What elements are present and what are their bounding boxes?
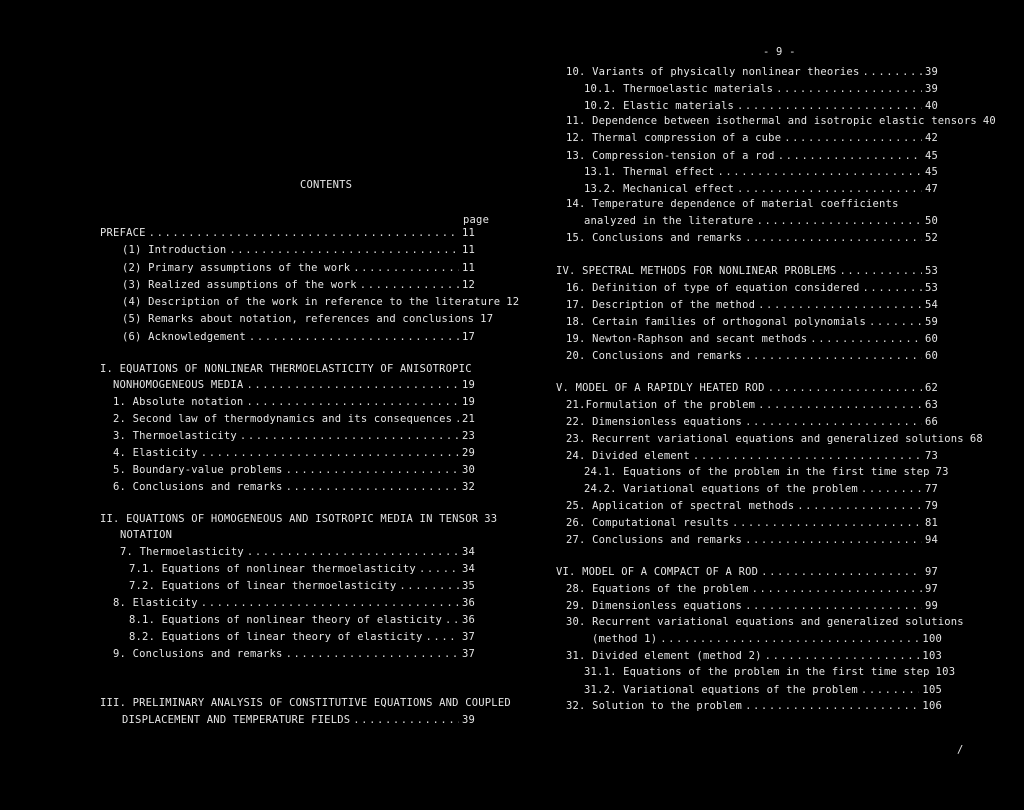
toc-label: 7. Thermoelasticity <box>120 546 244 558</box>
toc-label: 15. Conclusions and remarks <box>566 232 743 244</box>
toc-page: 12 <box>506 296 520 308</box>
toc-label: 31.1. Equations of the problem in the first time step <box>584 666 930 678</box>
toc-page: 50 <box>924 215 938 227</box>
dot-leader <box>693 450 922 462</box>
toc-label: (5) Remarks about notation, references and conclusions <box>122 313 475 325</box>
dot-leader <box>862 282 921 294</box>
toc-entry-part-2 <box>100 513 498 525</box>
toc-label: 8. Elasticity <box>113 597 198 609</box>
toc-label: V. MODEL OF A RAPIDLY HEATED ROD <box>556 382 765 394</box>
toc-entry <box>566 416 938 428</box>
toc-label: 9. Conclusions and remarks <box>113 648 283 660</box>
toc-page: 77 <box>924 483 938 495</box>
toc-entry <box>584 166 938 178</box>
toc-label: PREFACE <box>100 227 146 239</box>
toc-label: 28. Equations of the problem <box>566 583 749 595</box>
toc-entry <box>129 614 475 626</box>
toc-entry <box>129 631 475 643</box>
toc-label: 3. Thermoelasticity <box>113 430 237 442</box>
toc-entry <box>566 500 938 512</box>
toc-page: 36 <box>461 614 475 626</box>
contents-title: CONTENTS <box>300 179 353 191</box>
toc-label: NONHOMOGENEOUS MEDIA <box>113 379 244 391</box>
toc-page: 34 <box>461 563 475 575</box>
toc-label: 31.2. Variational equations of the problem <box>584 684 858 696</box>
toc-label: 20. Conclusions and remarks <box>566 350 743 362</box>
toc-entry <box>122 279 475 291</box>
dot-leader <box>758 299 922 311</box>
toc-page: 66 <box>924 416 938 428</box>
toc-entry <box>113 396 475 408</box>
toc-label: 29. Dimensionless equations <box>566 600 743 612</box>
dot-leader <box>757 215 922 227</box>
dot-leader <box>745 600 922 612</box>
dot-leader <box>752 583 922 595</box>
toc-page: 45 <box>924 150 938 162</box>
toc-label: 19. Newton-Raphson and secant methods <box>566 333 808 345</box>
toc-entry <box>100 227 475 239</box>
toc-label: 31. Divided element (method 2) <box>566 650 762 662</box>
dot-leader <box>201 597 459 609</box>
toc-page: 37 <box>461 631 475 643</box>
dot-leader <box>761 566 922 578</box>
toc-page: 100 <box>922 633 942 645</box>
toc-entry <box>566 399 938 411</box>
toc-entry <box>113 413 475 425</box>
toc-entry <box>566 115 996 127</box>
toc-entry <box>113 464 475 476</box>
toc-label: 16. Definition of type of equation considered <box>566 282 860 294</box>
toc-page: 54 <box>924 299 938 311</box>
toc-page: 45 <box>924 166 938 178</box>
toc-page: 11 <box>461 244 475 256</box>
dot-leader <box>149 227 459 239</box>
toc-page: 11 <box>461 262 475 274</box>
toc-label: (4) Description of the work in reference to the literature <box>122 296 501 308</box>
dot-leader <box>745 700 919 712</box>
toc-page: 62 <box>924 382 938 394</box>
dot-leader <box>240 430 459 442</box>
dot-leader <box>246 379 459 391</box>
toc-entry <box>129 580 475 592</box>
toc-label: 18. Certain families of orthogonal polynomials <box>566 316 866 328</box>
toc-label: II. EQUATIONS OF HOMOGENEOUS AND ISOTROPIC MEDIA IN TENSOR <box>100 513 479 525</box>
toc-entry <box>120 546 475 558</box>
dot-leader <box>246 396 459 408</box>
stray-mark: / <box>957 744 964 756</box>
toc-page: 30 <box>461 464 475 476</box>
toc-page: 63 <box>924 399 938 411</box>
toc-entry <box>113 430 475 442</box>
toc-entry <box>566 299 938 311</box>
part-3-heading: III. PRELIMINARY ANALYSIS OF CONSTITUTIVE EQUATIONS AND COUPLED <box>100 697 511 709</box>
part-1-heading: I. EQUATIONS OF NONLINEAR THERMOELASTICITY OF ANISOTROPIC <box>100 363 472 375</box>
toc-label: 10.2. Elastic materials <box>584 100 734 112</box>
toc-label: 13.2. Mechanical effect <box>584 183 734 195</box>
toc-entry <box>566 534 938 546</box>
toc-page: 21 <box>461 413 475 425</box>
toc-page: 35 <box>461 580 475 592</box>
dot-leader <box>784 132 922 144</box>
toc-entry-part-5 <box>556 382 938 394</box>
dot-leader <box>737 100 922 112</box>
toc-page: 99 <box>924 600 938 612</box>
dot-leader <box>360 279 459 291</box>
toc-label: 4. Elasticity <box>113 447 198 459</box>
dot-leader <box>717 166 922 178</box>
toc-entry <box>122 244 475 256</box>
toc-entry <box>566 66 938 78</box>
toc-label: (method 1) <box>592 633 658 645</box>
toc-page: 97 <box>924 583 938 595</box>
toc-entry-part-4 <box>556 265 938 277</box>
page-number: - 9 - <box>763 46 796 58</box>
toc-page: 53 <box>924 265 938 277</box>
dot-leader <box>862 66 921 78</box>
toc-page: 73 <box>935 466 949 478</box>
toc-entry <box>584 684 942 696</box>
section-14-heading: 14. Temperature dependence of material coefficients <box>566 198 899 210</box>
toc-label: 13. Compression-tension of a rod <box>566 150 775 162</box>
toc-page: 105 <box>922 684 942 696</box>
toc-entry <box>584 100 938 112</box>
toc-page: 81 <box>924 517 938 529</box>
dot-leader <box>765 650 920 662</box>
dot-leader <box>869 316 922 328</box>
dot-leader <box>660 633 919 645</box>
dot-leader <box>737 183 922 195</box>
toc-label: 10. Variants of physically nonlinear theories <box>566 66 860 78</box>
dot-leader <box>732 517 922 529</box>
toc-label: 21.Formulation of the problem <box>566 399 756 411</box>
toc-page: 94 <box>924 534 938 546</box>
toc-label: 22. Dimensionless equations <box>566 416 743 428</box>
toc-label: DISPLACEMENT AND TEMPERATURE FIELDS <box>122 714 351 726</box>
toc-label: 8.1. Equations of nonlinear theory of elasticity <box>129 614 443 626</box>
toc-label: VI. MODEL OF A COMPACT OF A ROD <box>556 566 759 578</box>
toc-entry <box>584 215 938 227</box>
dot-leader <box>776 83 922 95</box>
toc-label: (3) Realized assumptions of the work <box>122 279 357 291</box>
toc-page: 17 <box>461 331 475 343</box>
toc-page: 19 <box>461 379 475 391</box>
toc-label: 8.2. Equations of linear theory of elasticity <box>129 631 423 643</box>
toc-entry <box>113 379 475 391</box>
toc-page: 32 <box>461 481 475 493</box>
toc-page: 34 <box>461 546 475 558</box>
dot-leader <box>778 150 922 162</box>
dot-leader <box>201 447 459 459</box>
toc-page: 40 <box>924 100 938 112</box>
toc-page: 36 <box>461 597 475 609</box>
toc-entry <box>122 313 494 325</box>
toc-entry <box>584 466 949 478</box>
toc-page: 103 <box>935 666 956 678</box>
dot-leader <box>419 563 459 575</box>
toc-page: 106 <box>922 700 942 712</box>
dot-leader <box>745 232 922 244</box>
toc-page: 17 <box>480 313 494 325</box>
dot-leader <box>745 350 922 362</box>
toc-entry <box>122 714 475 726</box>
toc-label: 13.1. Thermal effect <box>584 166 715 178</box>
dot-leader <box>353 714 459 726</box>
toc-page: 42 <box>924 132 938 144</box>
toc-page: 79 <box>924 500 938 512</box>
toc-label: 25. Application of spectral methods <box>566 500 795 512</box>
toc-label: analyzed in the literature <box>584 215 754 227</box>
toc-entry <box>566 517 938 529</box>
toc-label: 27. Conclusions and remarks <box>566 534 743 546</box>
dot-leader <box>797 500 922 512</box>
toc-entry-part-6 <box>556 566 938 578</box>
toc-page: 12 <box>461 279 475 291</box>
toc-entry <box>566 316 938 328</box>
toc-page: 52 <box>924 232 938 244</box>
toc-label: IV. SPECTRAL METHODS FOR NONLINEAR PROBLEMS <box>556 265 837 277</box>
toc-label: 2. Second law of thermodynamics and its consequences <box>113 413 453 425</box>
toc-entry <box>566 132 938 144</box>
toc-entry <box>113 481 475 493</box>
dot-leader <box>425 631 458 643</box>
toc-page: 47 <box>924 183 938 195</box>
toc-page: 53 <box>924 282 938 294</box>
dot-leader <box>286 648 459 660</box>
toc-page: 39 <box>924 83 938 95</box>
toc-entry <box>122 262 475 274</box>
toc-entry <box>566 433 983 445</box>
toc-entry <box>566 350 938 362</box>
dot-leader <box>861 483 922 495</box>
dot-leader <box>399 580 459 592</box>
toc-entry <box>584 483 938 495</box>
toc-entry <box>584 183 938 195</box>
toc-entry <box>584 83 938 95</box>
toc-page: 103 <box>922 650 942 662</box>
dot-leader <box>758 399 922 411</box>
toc-label: 23. Recurrent variational equations and generalized solutions <box>566 433 964 445</box>
section-30-heading: 30. Recurrent variational equations and generalized solutions <box>566 616 964 628</box>
toc-label: 6. Conclusions and remarks <box>113 481 283 493</box>
toc-entry <box>592 633 942 645</box>
toc-entry <box>113 648 475 660</box>
toc-entry <box>129 563 475 575</box>
toc-label: 24. Divided element <box>566 450 690 462</box>
toc-entry <box>584 666 956 678</box>
dot-leader <box>286 481 459 493</box>
dot-leader <box>249 331 459 343</box>
dot-leader <box>745 416 922 428</box>
toc-entry <box>566 650 942 662</box>
dot-leader <box>445 614 459 626</box>
dot-leader <box>229 244 459 256</box>
toc-entry <box>566 700 942 712</box>
dot-leader <box>810 333 922 345</box>
toc-entry <box>566 333 938 345</box>
toc-page: 37 <box>461 648 475 660</box>
dot-leader <box>247 546 459 558</box>
toc-label: 24.1. Equations of the problem in the first time step <box>584 466 930 478</box>
toc-entry <box>566 583 938 595</box>
toc-page: 23 <box>461 430 475 442</box>
toc-page: 73 <box>924 450 938 462</box>
toc-label: (6) Acknowledgement <box>122 331 246 343</box>
toc-label: 7.1. Equations of nonlinear thermoelasticity <box>129 563 416 575</box>
toc-page: 40 <box>982 115 996 127</box>
toc-page: 33 <box>484 513 498 525</box>
toc-label: 1. Absolute notation <box>113 396 244 408</box>
toc-label: 10.1. Thermoelastic materials <box>584 83 774 95</box>
toc-page: 59 <box>924 316 938 328</box>
toc-page: 97 <box>924 566 938 578</box>
toc-page: 19 <box>461 396 475 408</box>
toc-label: (2) Primary assumptions of the work <box>122 262 351 274</box>
toc-entry <box>566 450 938 462</box>
toc-page: 60 <box>924 350 938 362</box>
toc-entry <box>566 150 938 162</box>
toc-page: 60 <box>924 333 938 345</box>
dot-leader <box>861 684 920 696</box>
toc-label: (1) Introduction <box>122 244 227 256</box>
toc-entry <box>566 600 938 612</box>
toc-label: 26. Computational results <box>566 517 730 529</box>
toc-page: 68 <box>969 433 983 445</box>
dot-leader <box>455 413 459 425</box>
part-2-heading-continued: NOTATION <box>120 529 173 541</box>
toc-page: 39 <box>461 714 475 726</box>
toc-page: 39 <box>924 66 938 78</box>
toc-entry <box>122 296 520 308</box>
toc-entry <box>566 282 938 294</box>
toc-label: 7.2. Equations of linear thermoelasticity <box>129 580 397 592</box>
toc-page: 11 <box>461 227 475 239</box>
toc-page: 29 <box>461 447 475 459</box>
toc-label: 11. Dependence between isothermal and isotropic elastic tensors <box>566 115 977 127</box>
dot-leader <box>768 382 922 394</box>
toc-entry <box>122 331 475 343</box>
toc-label: 32. Solution to the problem <box>566 700 743 712</box>
toc-label: 5. Boundary-value problems <box>113 464 283 476</box>
dot-leader <box>839 265 922 277</box>
toc-entry <box>113 447 475 459</box>
toc-label: 17. Description of the method <box>566 299 756 311</box>
toc-entry <box>566 232 938 244</box>
page-column-header: page <box>463 214 490 226</box>
toc-entry <box>113 597 475 609</box>
dot-leader <box>286 464 459 476</box>
dot-leader <box>745 534 922 546</box>
dot-leader <box>353 262 459 274</box>
toc-label: 12. Thermal compression of a cube <box>566 132 782 144</box>
toc-label: 24.2. Variational equations of the problem <box>584 483 858 495</box>
